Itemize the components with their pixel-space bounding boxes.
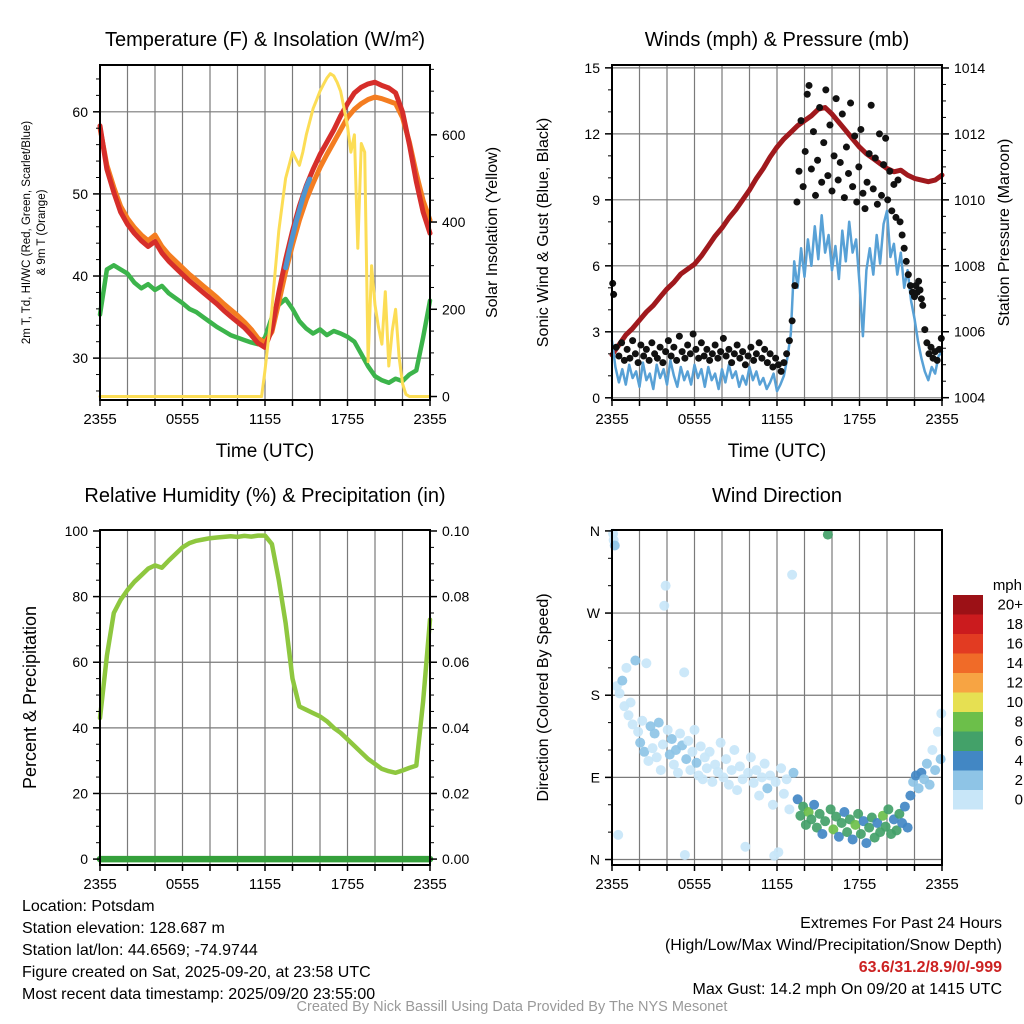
svg-text:0555: 0555 (165, 876, 200, 893)
y-axis-label-left: Direction (Colored By Speed) (535, 593, 552, 802)
y-axis-label-left: Percent & Precipitation (20, 605, 40, 790)
svg-text:1155: 1155 (760, 411, 794, 428)
data-timestamp: Most recent data timestamp: 2025/09/20 23:55:00 (22, 986, 376, 1003)
svg-text:14: 14 (1006, 655, 1023, 672)
svg-text:1010: 1010 (954, 191, 986, 208)
panel-tr (535, 29, 1013, 462)
svg-text:2355: 2355 (925, 876, 959, 893)
svg-text:0: 0 (80, 851, 88, 868)
svg-text:0.04: 0.04 (442, 719, 470, 736)
svg-text:W: W (586, 605, 600, 622)
svg-text:0.00: 0.00 (442, 851, 470, 868)
svg-text:1155: 1155 (760, 876, 794, 893)
y-axis-label-left: 2m T, Td, HI/WC (Red, Green, Scarlet/Blue) (21, 120, 33, 345)
svg-text:1755: 1755 (330, 876, 365, 893)
svg-text:15: 15 (584, 59, 600, 76)
svg-text:0.08: 0.08 (442, 588, 470, 605)
y-axis-label-right: Solar Insolation (Yellow) (484, 146, 501, 319)
svg-text:20+: 20+ (997, 596, 1023, 614)
svg-text:30: 30 (72, 350, 88, 367)
chart-title-bl: Relative Humidity (%) & Precipitation (in) (84, 485, 446, 507)
svg-text:N: N (589, 851, 600, 868)
svg-text:1006: 1006 (954, 323, 986, 340)
svg-text:1012: 1012 (954, 125, 986, 142)
station-elevation: Station elevation: 128.687 m (22, 920, 225, 937)
panel-tl (21, 29, 501, 462)
svg-text:18: 18 (1006, 616, 1023, 633)
svg-text:1008: 1008 (954, 257, 986, 274)
extremes-info (665, 913, 1002, 1001)
station-latlon: Station lat/lon: 44.6569; -74.9744 (22, 942, 258, 959)
extremes-title: Extremes For Past 24 Hours (800, 915, 1002, 932)
svg-text:0.06: 0.06 (442, 654, 470, 671)
chart-title-tl: Temperature (F) & Insolation (W/m²) (104, 29, 426, 51)
svg-text:400: 400 (442, 214, 466, 231)
svg-text:2355: 2355 (595, 876, 629, 893)
chart-title-br: Wind Direction (711, 485, 843, 507)
credit-line: Created By Nick Bassill Using Data Provided By The NYS Mesonet (296, 999, 728, 1015)
svg-text:0555: 0555 (677, 876, 712, 893)
svg-text:4: 4 (1014, 752, 1023, 770)
svg-text:16: 16 (1006, 635, 1023, 653)
svg-text:3: 3 (592, 323, 600, 340)
svg-text:2355: 2355 (83, 876, 117, 893)
svg-text:80: 80 (72, 588, 88, 605)
svg-text:2355: 2355 (595, 411, 629, 428)
svg-text:S: S (590, 687, 600, 704)
svg-text:9: 9 (592, 191, 600, 208)
svg-text:2355: 2355 (413, 411, 447, 428)
svg-text:10: 10 (1006, 694, 1023, 711)
extremes-values: 63.6/31.2/8.9/0/-999 (858, 959, 1002, 976)
svg-text:0.02: 0.02 (442, 785, 470, 802)
svg-text:0.10: 0.10 (442, 522, 470, 539)
svg-text:1755: 1755 (842, 876, 877, 893)
legend-title: mph (992, 577, 1022, 594)
svg-text:1755: 1755 (330, 411, 365, 428)
y-axis-label-left: & 9m T (Orange) (36, 189, 48, 276)
svg-text:0: 0 (1014, 791, 1023, 809)
svg-text:50: 50 (72, 185, 88, 202)
panel-bl (20, 485, 469, 893)
chart-title-tr: Winds (mph) & Pressure (mb) (644, 29, 910, 51)
svg-text:40: 40 (72, 719, 88, 736)
svg-text:100: 100 (64, 522, 88, 539)
svg-text:2355: 2355 (413, 876, 447, 893)
svg-text:200: 200 (442, 301, 466, 318)
svg-text:1004: 1004 (954, 389, 986, 406)
x-axis-label: Time (UTC) (215, 441, 315, 462)
svg-text:40: 40 (72, 268, 88, 285)
svg-text:60: 60 (72, 654, 88, 671)
svg-text:1755: 1755 (842, 411, 877, 428)
svg-text:6: 6 (1014, 733, 1023, 750)
svg-text:2355: 2355 (925, 411, 959, 428)
svg-text:1155: 1155 (248, 876, 282, 893)
svg-text:60: 60 (72, 103, 88, 120)
x-axis-label: Time (UTC) (727, 441, 827, 462)
station-location: Location: Potsdam (22, 898, 155, 915)
svg-text:8: 8 (1014, 713, 1023, 731)
extremes-subtitle: (High/Low/Max Wind/Precipitation/Snow Depth) (664, 937, 1002, 954)
svg-text:0: 0 (442, 388, 450, 405)
svg-text:20: 20 (72, 785, 88, 802)
svg-text:2355: 2355 (83, 411, 117, 428)
panel-br (535, 485, 1023, 893)
max-gust: Max Gust: 14.2 mph On 09/20 at 1415 UTC (692, 981, 1002, 998)
station-info (22, 896, 375, 1006)
svg-text:1155: 1155 (248, 411, 282, 428)
y-axis-label-left: Sonic Wind & Gust (Blue, Black) (535, 117, 552, 348)
svg-text:600: 600 (442, 126, 466, 143)
svg-text:12: 12 (584, 125, 600, 142)
figure-created: Figure created on Sat, 2025-09-20, at 23:58 UTC (22, 964, 371, 981)
svg-text:2: 2 (1014, 772, 1023, 789)
y-axis-label-right: Station Pressure (Maroon) (996, 138, 1013, 327)
svg-text:6: 6 (592, 257, 600, 274)
wind-chill (286, 179, 310, 268)
svg-text:0555: 0555 (165, 411, 200, 428)
svg-text:1014: 1014 (954, 59, 986, 76)
svg-text:0: 0 (592, 389, 600, 406)
svg-text:N: N (589, 522, 600, 539)
speed-legend (953, 577, 1023, 810)
svg-text:0555: 0555 (677, 411, 712, 428)
svg-text:E: E (590, 769, 600, 786)
svg-text:12: 12 (1006, 674, 1023, 692)
